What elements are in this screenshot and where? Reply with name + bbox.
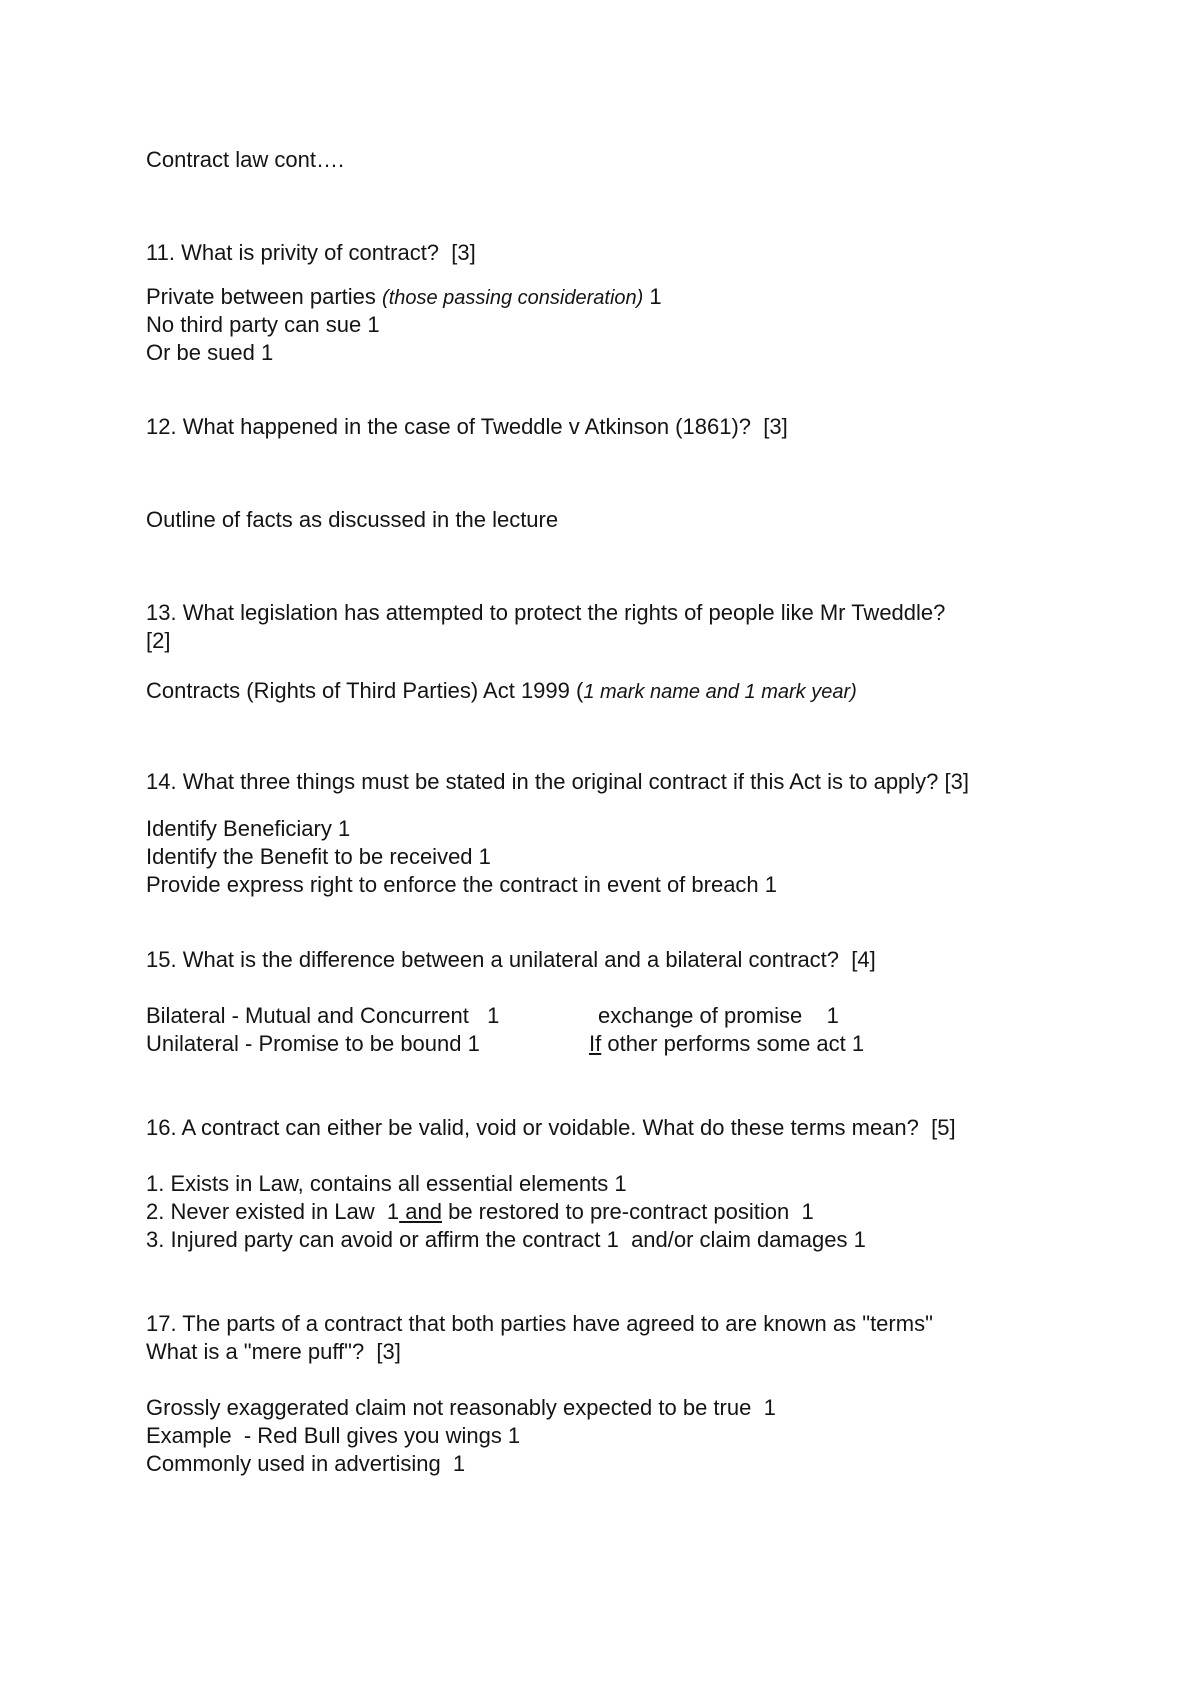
answer-mark: 1 — [643, 284, 662, 309]
question-17-line1: 17. The parts of a contract that both parties have agreed to are known as "terms" — [146, 1311, 933, 1336]
answer-17-2: Example - Red Bull gives you wings 1 — [146, 1423, 521, 1448]
question-17-line2: What is a "mere puff"? [3] — [146, 1339, 401, 1364]
answer-12: Outline of facts as discussed in the lecture — [146, 507, 559, 532]
question-11: 11. What is privity of contract? [3] — [146, 240, 476, 265]
answer-14-1: Identify Beneficiary 1 — [146, 816, 351, 841]
document-title: Contract law cont…. — [146, 147, 345, 172]
answer-text: Contracts (Rights of Third Parties) Act 1999 ( — [146, 678, 584, 703]
answer-text: 2. Never existed in Law 1 — [146, 1199, 400, 1224]
underlined-word: If — [589, 1031, 602, 1056]
answer-16-2 — [146, 1198, 814, 1226]
answer-15-row2-right — [589, 1030, 864, 1058]
answer-11-1 — [146, 283, 662, 312]
question-13-line2: [2] — [146, 628, 171, 653]
answer-note: (those passing consideration) — [382, 287, 644, 309]
answer-13 — [146, 677, 857, 706]
answer-11-2: No third party can sue 1 — [146, 312, 380, 337]
answer-15-row2-left: Unilateral - Promise to be bound 1 — [146, 1031, 480, 1056]
answer-rest: other performs some act 1 — [601, 1031, 865, 1056]
answer-rest: be restored to pre-contract position 1 — [441, 1199, 814, 1224]
answer-17-1: Grossly exaggerated claim not reasonably expected to be true 1 — [146, 1395, 776, 1420]
question-14: 14. What three things must be stated in the original contract if this Act is to apply? [3] — [146, 769, 969, 794]
answer-note: 1 mark name and 1 mark year) — [583, 681, 857, 703]
answer-15-row1-right: exchange of promise 1 — [598, 1003, 839, 1028]
answer-11-3: Or be sued 1 — [146, 340, 274, 365]
underlined-word: and — [399, 1199, 442, 1224]
answer-17-3: Commonly used in advertising 1 — [146, 1451, 466, 1476]
question-12: 12. What happened in the case of Tweddle v Atkinson (1861)? [3] — [146, 414, 788, 439]
question-13-line1: 13. What legislation has attempted to protect the rights of people like Mr Tweddle? — [146, 600, 946, 625]
answer-14-3: Provide express right to enforce the contract in event of breach 1 — [146, 872, 778, 897]
answer-16-3: 3. Injured party can avoid or affirm the contract 1 and/or claim damages 1 — [146, 1227, 866, 1252]
answer-15-row1-left: Bilateral - Mutual and Concurrent 1 — [146, 1003, 500, 1028]
answer-14-2: Identify the Benefit to be received 1 — [146, 844, 491, 869]
answer-16-1: 1. Exists in Law, contains all essential elements 1 — [146, 1171, 627, 1196]
question-16: 16. A contract can either be valid, void or voidable. What do these terms mean? [5] — [146, 1115, 956, 1140]
answer-text: Private between parties — [146, 284, 383, 309]
question-15: 15. What is the difference between a unilateral and a bilateral contract? [4] — [146, 947, 876, 972]
